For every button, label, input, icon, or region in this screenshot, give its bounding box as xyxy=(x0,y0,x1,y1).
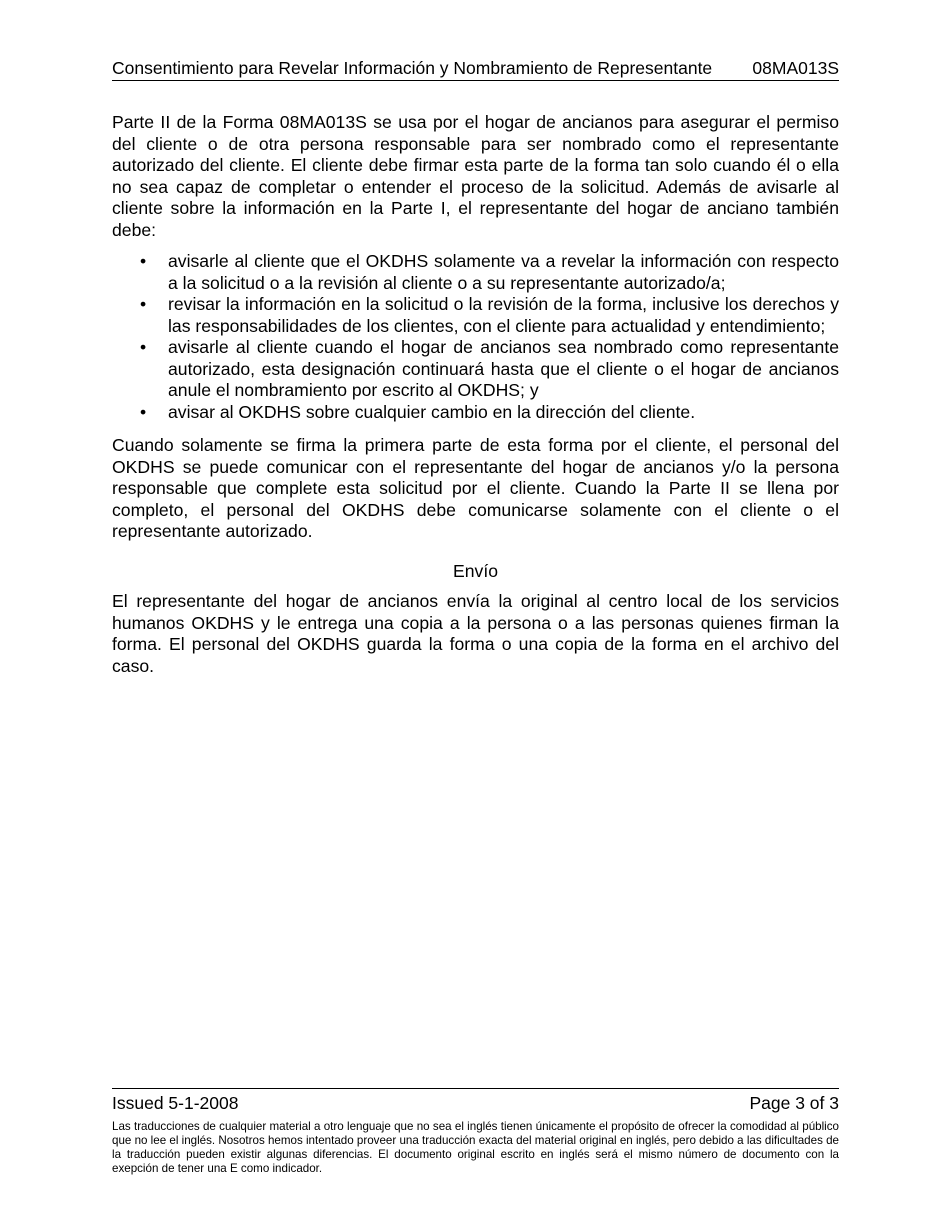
header-form-number: 08MA013S xyxy=(752,58,839,78)
bullet-icon: • xyxy=(140,401,147,422)
list-item xyxy=(140,251,839,294)
list-item-text: avisarle al cliente cuando el hogar de ancianos sea nombrado como representante autorizado, esta designación continuará hasta que el cliente o el hogar de ancianos anule el nombramiento por escrito al OKDHS; y xyxy=(168,337,839,400)
list-item-text: avisarle al cliente que el OKDHS solamente va a revelar la información con respecto a la solicitud o a la revisión al cliente o a su representante autorizado/a; xyxy=(168,251,839,293)
bullet-icon: • xyxy=(140,251,147,271)
envio-paragraph: El representante del hogar de ancianos envía la original al centro local de los servicios humanos OKDHS y le entrega una copia a la persona o a las personas quienes firman la forma. El personal del OKDHS guarda la forma o una copia de la forma en el archivo del caso. xyxy=(112,591,839,676)
page-number: Page 3 of 3 xyxy=(749,1093,839,1113)
document-body xyxy=(112,112,839,687)
page-footer xyxy=(112,1088,839,1176)
responsibilities-list xyxy=(112,251,839,423)
list-item xyxy=(140,337,839,402)
intro-paragraph: Parte II de la Forma 08MA013S se usa por el hogar de ancianos para asegurar el permiso del cliente o de otra persona responsable para ser nombrado como el representante autorizado del cliente. El cliente debe firmar esta parte de la forma tan solo cuando él o ella no sea capaz de completar o entender el proceso de la solicitud. Además de avisarle al cliente sobre la información en la Parte I, el representante del hogar de anciano también debe: xyxy=(112,112,839,240)
document-page xyxy=(112,0,839,1230)
header-title: Consentimiento para Revelar Información y Nombramiento de Representante xyxy=(112,58,713,78)
contact-paragraph: Cuando solamente se firma la primera parte de esta forma por el cliente, el personal del OKDHS se puede comunicar con el representante del hogar de ancianos y/o la persona responsable que complete esta solicitud por el cliente. Cuando la Parte II se llena por completo, el personal del OKDHS debe comunicarse solamente con el cliente o el representante autorizado. xyxy=(112,435,839,541)
list-item xyxy=(140,294,839,337)
bullet-icon: • xyxy=(140,337,147,357)
section-title-envio: Envío xyxy=(453,560,498,581)
page-header xyxy=(112,56,839,81)
translation-disclaimer: Las traducciones de cualquier material a otro lenguaje que no sea el inglés tienen únicamente el propósito de ofrecer la comodidad al público que no lee el inglés. Nosotros hemos intentado proveer una traducción exacta del material original en inglés, pero debido a las dificultades de la traducción pueden existir algunas diferencias. El documento original escrito en inglés será el mismo número de documento con la exepción de tener una E como indicador. xyxy=(112,1120,839,1175)
bullet-icon: • xyxy=(140,294,147,314)
list-item xyxy=(140,401,839,424)
list-item-text: revisar la información en la solicitud o la revisión de la forma, inclusive los derechos y las responsabilidades de los clientes, con el cliente para actualidad y entendimiento; xyxy=(168,294,839,336)
list-item-text: avisar al OKDHS sobre cualquier cambio en la dirección del cliente. xyxy=(168,401,696,422)
footer-row xyxy=(112,1092,839,1114)
issued-date: Issued 5-1-2008 xyxy=(112,1093,239,1113)
